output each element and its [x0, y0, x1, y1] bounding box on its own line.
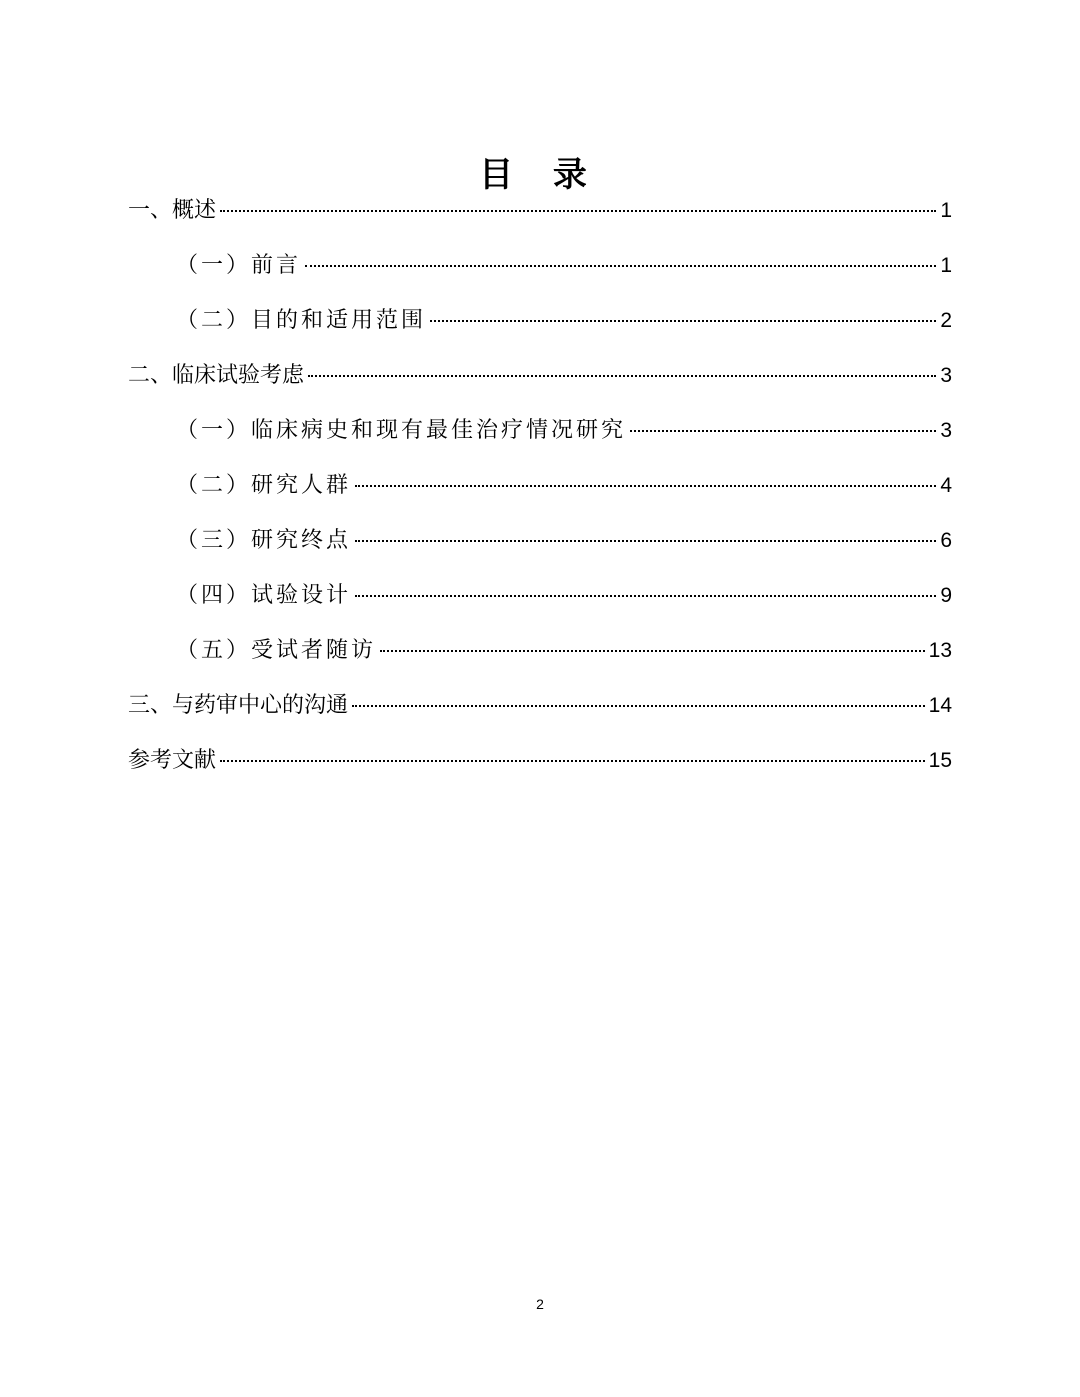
toc-dot-leader — [430, 320, 936, 322]
toc-entry-references[interactable] — [128, 740, 952, 795]
toc-entry-label: 参考文献 — [128, 748, 217, 773]
toc-dot-leader — [220, 760, 925, 762]
toc-page-number: 4 — [940, 474, 952, 497]
page-title: 目 录 — [479, 154, 601, 195]
toc-entry-label: （二）研究人群 — [176, 473, 352, 498]
toc-entry-label: （二）目的和适用范围 — [176, 308, 427, 333]
toc-page-number: 15 — [928, 749, 952, 772]
toc-page-number: 14 — [928, 694, 952, 717]
toc-dot-leader — [352, 705, 925, 707]
toc-entry-trial-design[interactable] — [128, 575, 952, 630]
toc-page-number: 1 — [940, 199, 952, 222]
toc-entry-label: （一）临床病史和现有最佳治疗情况研究 — [176, 418, 627, 443]
toc-entry-study-population[interactable] — [128, 465, 952, 520]
toc-page-number: 3 — [940, 364, 952, 387]
toc-dot-leader — [220, 210, 936, 212]
toc-dot-leader — [355, 595, 936, 597]
toc-entry-label: （五）受试者随访 — [176, 638, 377, 663]
toc-entry-clinical-history[interactable] — [128, 410, 952, 465]
toc-entry-label: （一）前言 — [176, 253, 302, 278]
toc-dot-leader — [305, 265, 936, 267]
toc-entry-label: 一、概述 — [128, 198, 217, 223]
table-of-contents — [128, 190, 952, 795]
toc-entry-label: 二、临床试验考虑 — [128, 363, 305, 388]
toc-page-number: 13 — [928, 639, 952, 662]
toc-dot-leader — [308, 375, 936, 377]
toc-dot-leader — [355, 540, 936, 542]
toc-entry-label: （三）研究终点 — [176, 528, 352, 553]
toc-entry-overview[interactable] — [128, 190, 952, 245]
toc-entry-subject-follow-up[interactable] — [128, 630, 952, 685]
page-footer-number: 2 — [536, 1296, 544, 1312]
toc-dot-leader — [355, 485, 936, 487]
toc-entry-purpose-scope[interactable] — [128, 300, 952, 355]
toc-page-number: 1 — [940, 254, 952, 277]
toc-entry-study-endpoints[interactable] — [128, 520, 952, 575]
toc-page-number: 9 — [940, 584, 952, 607]
toc-dot-leader — [380, 650, 925, 652]
toc-entry-label: （四）试验设计 — [176, 583, 352, 608]
toc-page-number: 2 — [940, 309, 952, 332]
toc-entry-clinical-trial-considerations[interactable] — [128, 355, 952, 410]
toc-page-number: 6 — [940, 529, 952, 552]
toc-dot-leader — [630, 430, 936, 432]
toc-entry-label: 三、与药审中心的沟通 — [128, 693, 349, 718]
toc-entry-communication[interactable] — [128, 685, 952, 740]
toc-entry-preface[interactable] — [128, 245, 952, 300]
toc-page-number: 3 — [940, 419, 952, 442]
